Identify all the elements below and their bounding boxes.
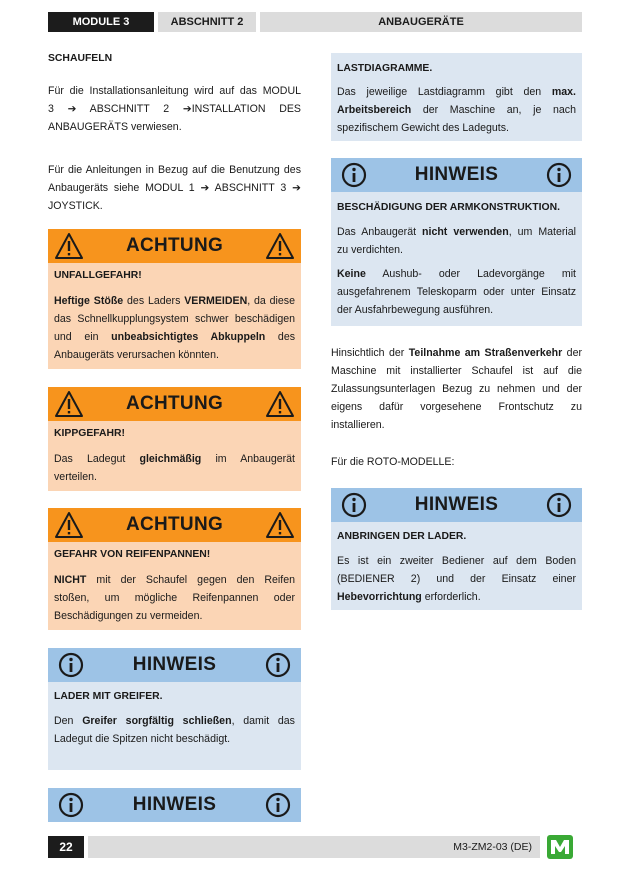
tab-section: ABSCHNITT 2 — [158, 12, 256, 32]
note-header — [331, 488, 582, 522]
warning-title: ACHTUNG — [125, 393, 224, 414]
text-line: der Ausfahrbewegung ausführen. — [337, 304, 494, 316]
usage-line-1: Für die Anleitungen in Bezug auf die Benutzung des — [48, 164, 301, 176]
note-body — [331, 522, 582, 610]
text-line: spezifischem Gewicht des Ladeguts. — [337, 122, 509, 134]
warning-body — [48, 421, 301, 491]
warning-text — [54, 292, 295, 364]
text-line: das Schnellkupplungsystem schwer beschädigen — [54, 313, 295, 325]
text-line: Hinsichtlich der Teilnahme am Straßenverkehr der — [331, 347, 582, 359]
warning-triangle-icon — [265, 390, 295, 418]
note-text — [337, 265, 576, 319]
note-title: HINWEIS — [132, 654, 217, 675]
brand-logo-icon — [547, 835, 573, 859]
install-paragraph — [48, 82, 301, 136]
info-circle-icon — [546, 492, 572, 518]
text-line: Zulassungsunterlagen Bezug zu nehmen und der — [331, 383, 582, 395]
traffic-paragraph — [331, 344, 582, 434]
install-line-1: Für die Installationsanleitung wird auf das MODUL — [48, 85, 301, 97]
warning-heading: KIPPGEFAHR! — [54, 428, 126, 439]
roto-models-label: Für die ROTO-MODELLE: — [331, 456, 455, 468]
tab-module: MODULE 3 — [48, 12, 154, 32]
footer-bar — [88, 836, 540, 858]
text-line: installieren. — [331, 419, 385, 431]
text-line: Heftige Stöße des Laders VERMEIDEN, da diese — [54, 295, 295, 307]
text-line: eigens dafür vorgesehene Frontschutz zu — [331, 401, 582, 413]
text-line: NICHT mit der Schaufel gegen den Reifen — [54, 574, 295, 586]
text-line: stoßen, um mögliche Reifenpannen oder — [54, 592, 295, 604]
note-heading: ANBRINGEN DER LADER. — [337, 531, 467, 542]
install-line-3: ANBAUGERÄTS verwiesen. — [48, 121, 182, 133]
install-line-2: 3 ➔ ABSCHNITT 2 ➔INSTALLATION DES — [48, 103, 301, 115]
note-heading: LADER MIT GREIFER. — [54, 691, 163, 702]
warning-body — [48, 542, 301, 630]
text-line: Maschine mit installierter Schaufel ist auf die — [331, 365, 582, 377]
note-header — [48, 788, 301, 822]
warning-title: ACHTUNG — [125, 235, 224, 256]
note-body — [331, 192, 582, 326]
note-text — [337, 223, 576, 259]
note-heading: BESCHÄDIGUNG DER ARMKONSTRUKTION. — [337, 202, 561, 213]
document-code: M3-ZM2-03 (DE) — [453, 841, 532, 853]
text-line: Hebevorrichtung erforderlich. — [337, 591, 481, 603]
note-header — [331, 158, 582, 192]
warning-header — [48, 508, 301, 542]
section-title: SCHAUFELN — [48, 53, 113, 64]
text-line: Keine Aushub- oder Ladevorgänge mit — [337, 268, 576, 280]
text-line: Anbaugeräts verursachen könnten. — [54, 349, 219, 361]
warning-title: ACHTUNG — [125, 514, 224, 535]
text-line: Das Anbaugerät nicht verwenden, um Material — [337, 226, 577, 238]
warning-text — [54, 450, 295, 486]
load-diagram-text — [337, 83, 576, 137]
text-line: Das jeweilige Lastdiagramm gibt den max. — [337, 86, 576, 98]
load-diagram-box — [331, 53, 582, 141]
usage-line-3: JOYSTICK. — [48, 200, 103, 212]
info-circle-icon — [546, 162, 572, 188]
warning-triangle-icon — [265, 232, 295, 260]
warning-heading: GEFAHR VON REIFENPANNEN! — [54, 549, 211, 560]
page-number: 22 — [48, 836, 84, 858]
usage-line-2: Anbaugeräts siehe MODUL 1 ➔ ABSCHNITT 3 ➔ — [48, 182, 301, 194]
text-line: Den Greifer sorgfältig schließen, damit das — [54, 715, 295, 727]
warning-body — [48, 263, 301, 369]
text-line: Beschädigungen zu vermeiden. — [54, 610, 203, 622]
text-line: ausgefahrenem Teleskoparm oder unter Einsatz — [337, 286, 576, 298]
text-line: Ladegut die Spitzen nicht beschädigt. — [54, 733, 231, 745]
text-line: Arbeitsbereich der Maschine an, je nach — [337, 104, 576, 116]
note-text — [54, 712, 295, 748]
note-text — [337, 552, 576, 606]
usage-paragraph — [48, 161, 301, 215]
warning-heading: UNFALLGEFAHR! — [54, 270, 142, 281]
warning-header — [48, 387, 301, 421]
note-title: HINWEIS — [414, 494, 499, 515]
note-body — [48, 682, 301, 770]
info-circle-icon — [265, 792, 291, 818]
text-line: (BEDIENER 2) und der Einsatz einer — [337, 573, 576, 585]
tab-topic: ANBAUGERÄTE — [260, 12, 582, 32]
text-line: verteilen. — [54, 471, 97, 483]
text-line: und ein unbeabsichtigtes Abkuppeln des — [54, 331, 296, 343]
note-title: HINWEIS — [414, 164, 499, 185]
text-line: Es ist ein zweiter Bediener auf dem Boden — [337, 555, 576, 567]
warning-triangle-icon — [265, 511, 295, 539]
text-line: Das Ladegut gleichmäßig im Anbaugerät — [54, 453, 295, 465]
info-circle-icon — [265, 652, 291, 678]
note-title: HINWEIS — [132, 794, 217, 815]
warning-text — [54, 571, 295, 625]
warning-header — [48, 229, 301, 263]
text-line: zu verdichten. — [337, 244, 403, 256]
note-header — [48, 648, 301, 682]
load-diagram-heading: LASTDIAGRAMME. — [337, 63, 433, 74]
